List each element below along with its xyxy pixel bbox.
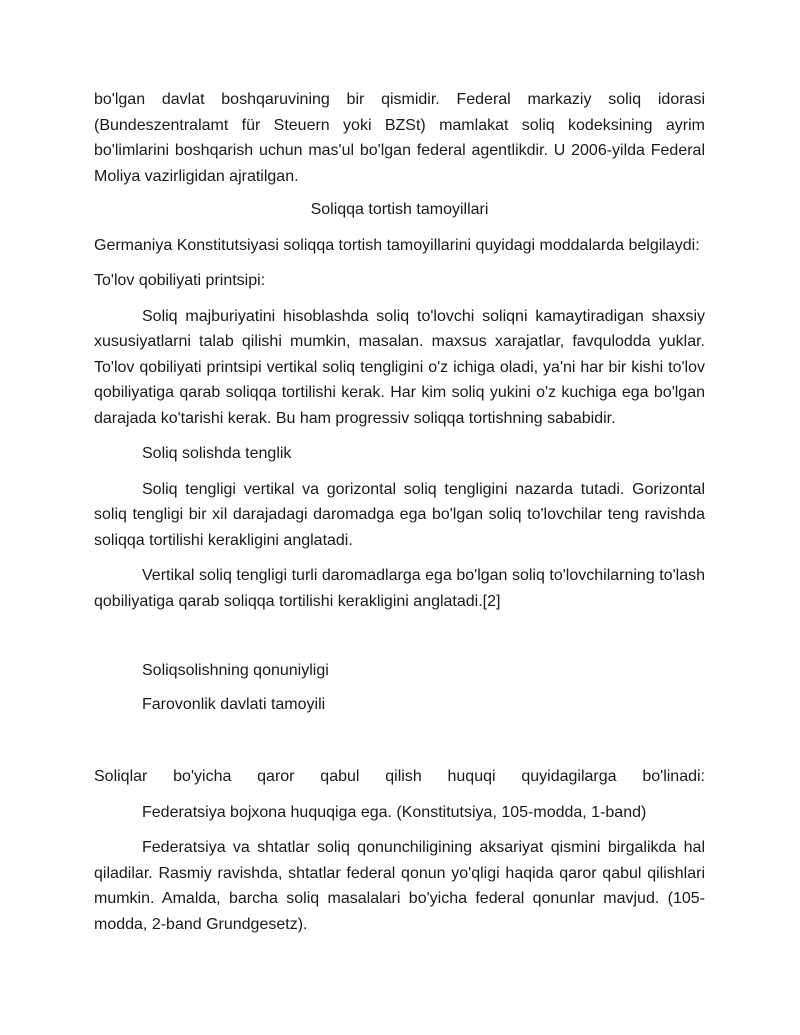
paragraph-ability-to-pay: Soliq majburiyatini hisoblashda soliq to'lovchi soliqni kamaytiradigan shaxsiy xususiyatlarni talab qilishi mumkin, masalan. maxsus xarajatlar, favqulodda yuklar. To'lov qobiliyati printsipi vertikal soliq tengligini o'z ichiga oladi, ya'ni har bir kishi to'lov qobiliyatiga qarab soliqqa tortilishi kerak. Har kim soliq yukini o'z kuchiga ega bo'lgan darajada ko'tarishi kerak. Bu ham progressiv soliqqa tortishning sababidir. [94, 307, 705, 427]
heading-legality: Soliqsolishning qonuniyligi [142, 662, 329, 679]
paragraph-customs-right: Federatsiya bojxona huquqiga ega. (Konstitutsiya, 105-modda, 1-band) [142, 803, 647, 821]
paragraph-bzst: bo'lgan davlat boshqaruvining bir qismidir. Federal markaziy soliq idorasi (Bundeszentralamt für Steuern yoki BZSt) mamlakat soliq kodeksining ayrim bo'limlarini boshqarish uchun mas'ul bo'lgan federal agentlikdir. U 2006-yilda Federal Moliya vazirligidan ajratilgan. [94, 91, 705, 185]
section-heading-principles: Soliqqa tortish tamoyillari [310, 201, 489, 218]
heading-ability-to-pay: To'lov qobiliyati printsipi: [94, 272, 266, 289]
paragraph-vertical-equality: Vertikal soliq tengligi turli daromadlarga ega bo'lgan soliq to'lovchilarning to'lash qobiliyatiga qarab soliqqa tortilishi kerakligini anglatadi.[2] [94, 567, 705, 610]
document-body [94, 87, 705, 937]
paragraph-horizontal-equality: Soliq tengligi vertikal va gorizontal soliq tengligini nazarda tutadi. Gorizontal soliq tengligi bir xil darajadagi daromadga ega bo'lgan soliq to'lovchilar teng ravishda soliqqa tortilishi kerakligini anglatadi. [94, 480, 705, 549]
paragraph-constitution: Germaniya Konstitutsiyasi soliqqa tortish tamoyillarini quyidagi moddalarda belgilaydi: [94, 236, 700, 254]
heading-tax-equality: Soliq solishda tenglik [142, 445, 292, 462]
heading-welfare-state: Farovonlik davlati tamoyili [142, 695, 326, 713]
paragraph-federation-states: Federatsiya va shtatlar soliq qonunchiligining aksariyat qismini birgalikda hal qiladilar. Rasmiy ravishda, shtatlar federal qonun yo'qligi haqida qaror qabul qilishlari mumkin. Amalda, barcha soliq masalalari bo'yicha federal qonunlar mavjud. (105-modda, 2-band Grundgesetz). [94, 839, 705, 933]
paragraph-decision-rights: Soliqlar bo'yicha qaror qabul qilish huquqi quyidagilarga bo'linadi: [94, 768, 705, 785]
